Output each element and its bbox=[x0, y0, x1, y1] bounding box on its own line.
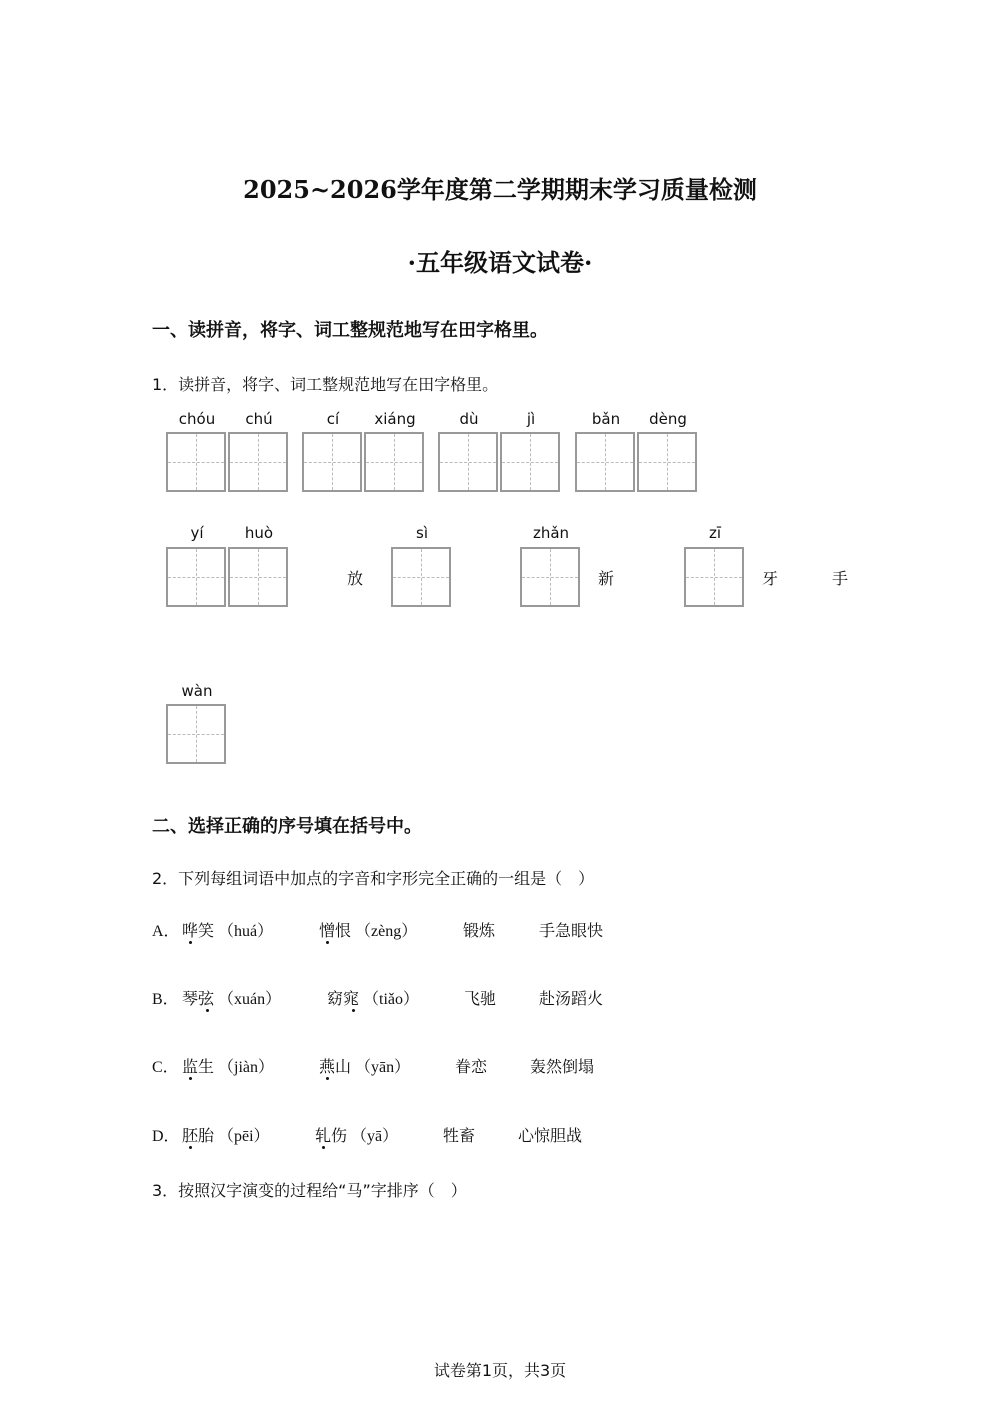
option-word: 轧伤 bbox=[315, 1126, 348, 1145]
option-word: 琴弦 bbox=[182, 989, 215, 1008]
writing-grid-box[interactable] bbox=[364, 432, 424, 492]
writing-grid-box[interactable] bbox=[166, 547, 226, 607]
emphasis-dot bbox=[189, 1146, 192, 1149]
writing-grid-box[interactable] bbox=[228, 547, 288, 607]
question-1-text: 1．读拼音，将字、词工整规范地写在田字格里。 bbox=[152, 375, 499, 394]
writing-grid-box[interactable] bbox=[500, 432, 560, 492]
pinyin-label: jì bbox=[526, 410, 536, 428]
writing-grid-box[interactable] bbox=[575, 432, 635, 492]
emphasis-dot bbox=[189, 1077, 192, 1080]
option-word: 锻炼 bbox=[463, 921, 496, 940]
section-one-heading: 一、读拼音，将字、词工整规范地写在田字格里。 bbox=[152, 320, 548, 341]
question-2-text: 2．下列每组词语中加点的字音和字形完全正确的一组是（ ） bbox=[152, 869, 595, 888]
option-b-label[interactable]: B． bbox=[152, 991, 179, 1008]
given-character: 新 bbox=[598, 569, 615, 588]
pinyin-label: huò bbox=[244, 524, 274, 542]
emphasis-dot bbox=[206, 1009, 209, 1012]
given-character: 手 bbox=[832, 569, 849, 588]
pinyin-label: dù bbox=[459, 410, 479, 428]
pinyin-label: bǎn bbox=[591, 410, 621, 428]
option-word: 牲畜 bbox=[443, 1126, 476, 1145]
option-pinyin: （tiǎo） bbox=[363, 991, 419, 1008]
emphasis-dot bbox=[189, 941, 192, 944]
option-word: 心惊胆战 bbox=[518, 1126, 583, 1145]
pinyin-label: chú bbox=[245, 410, 273, 428]
emphasis-dot bbox=[326, 941, 329, 944]
writing-grid-box[interactable] bbox=[438, 432, 498, 492]
emphasis-dot bbox=[326, 1077, 329, 1080]
option-word: 飞驰 bbox=[464, 989, 497, 1008]
writing-grid-box[interactable] bbox=[520, 547, 580, 607]
writing-grid-box[interactable] bbox=[302, 432, 362, 492]
option-c-label[interactable]: C． bbox=[152, 1059, 179, 1076]
pinyin-label: zī bbox=[708, 524, 722, 542]
writing-grid-box[interactable] bbox=[166, 704, 226, 764]
option-word: 窈窕 bbox=[327, 989, 360, 1008]
option-word: 哗笑 bbox=[182, 921, 215, 940]
writing-grid-box[interactable] bbox=[391, 547, 451, 607]
given-character: 牙 bbox=[762, 569, 779, 588]
pinyin-label: yí bbox=[190, 524, 204, 542]
option-word: 胚胎 bbox=[182, 1126, 215, 1145]
option-word: 眷恋 bbox=[455, 1057, 488, 1076]
option-a-label[interactable]: A． bbox=[152, 923, 180, 940]
option-word: 监生 bbox=[182, 1057, 215, 1076]
option-pinyin: （xuán） bbox=[218, 991, 282, 1008]
pinyin-label: cí bbox=[326, 410, 340, 428]
pinyin-label: zhǎn bbox=[532, 524, 570, 542]
emphasis-dot bbox=[352, 1009, 355, 1012]
exam-subtitle: ·五年级语文试卷· bbox=[407, 248, 593, 277]
page-footer: 试卷第1页，共3页 bbox=[433, 1361, 567, 1380]
pinyin-label: chóu bbox=[178, 410, 216, 428]
question-3-text: 3．按照汉字演变的过程给“马”字排序（ ） bbox=[152, 1181, 467, 1200]
pinyin-label: xiáng bbox=[374, 410, 416, 428]
option-word: 赴汤蹈火 bbox=[539, 989, 604, 1008]
writing-grid-box[interactable] bbox=[166, 432, 226, 492]
writing-grid-box[interactable] bbox=[637, 432, 697, 492]
exam-title: 2025~2026学年度第二学期期末学习质量检测 bbox=[243, 175, 757, 204]
option-pinyin: （pēi） bbox=[218, 1128, 270, 1145]
option-word: 燕山 bbox=[319, 1057, 352, 1076]
option-word: 憎恨 bbox=[319, 921, 352, 940]
section-two-heading: 二、选择正确的序号填在括号中。 bbox=[152, 816, 422, 837]
pinyin-label: dèng bbox=[649, 410, 687, 428]
option-word: 手急眼快 bbox=[539, 921, 604, 940]
writing-grid-box[interactable] bbox=[684, 547, 744, 607]
writing-grid-box[interactable] bbox=[228, 432, 288, 492]
option-pinyin: （yān） bbox=[355, 1059, 411, 1076]
emphasis-dot bbox=[322, 1146, 325, 1149]
option-pinyin: （jiàn） bbox=[218, 1059, 274, 1076]
option-d-label[interactable]: D． bbox=[152, 1128, 180, 1145]
option-pinyin: （huá） bbox=[218, 923, 274, 940]
option-word: 轰然倒塌 bbox=[530, 1057, 595, 1076]
option-pinyin: （zèng） bbox=[355, 923, 418, 940]
pinyin-label: wàn bbox=[181, 682, 213, 700]
option-pinyin: （yā） bbox=[351, 1128, 399, 1145]
given-character: 放 bbox=[347, 569, 364, 588]
pinyin-label: sì bbox=[416, 524, 428, 542]
